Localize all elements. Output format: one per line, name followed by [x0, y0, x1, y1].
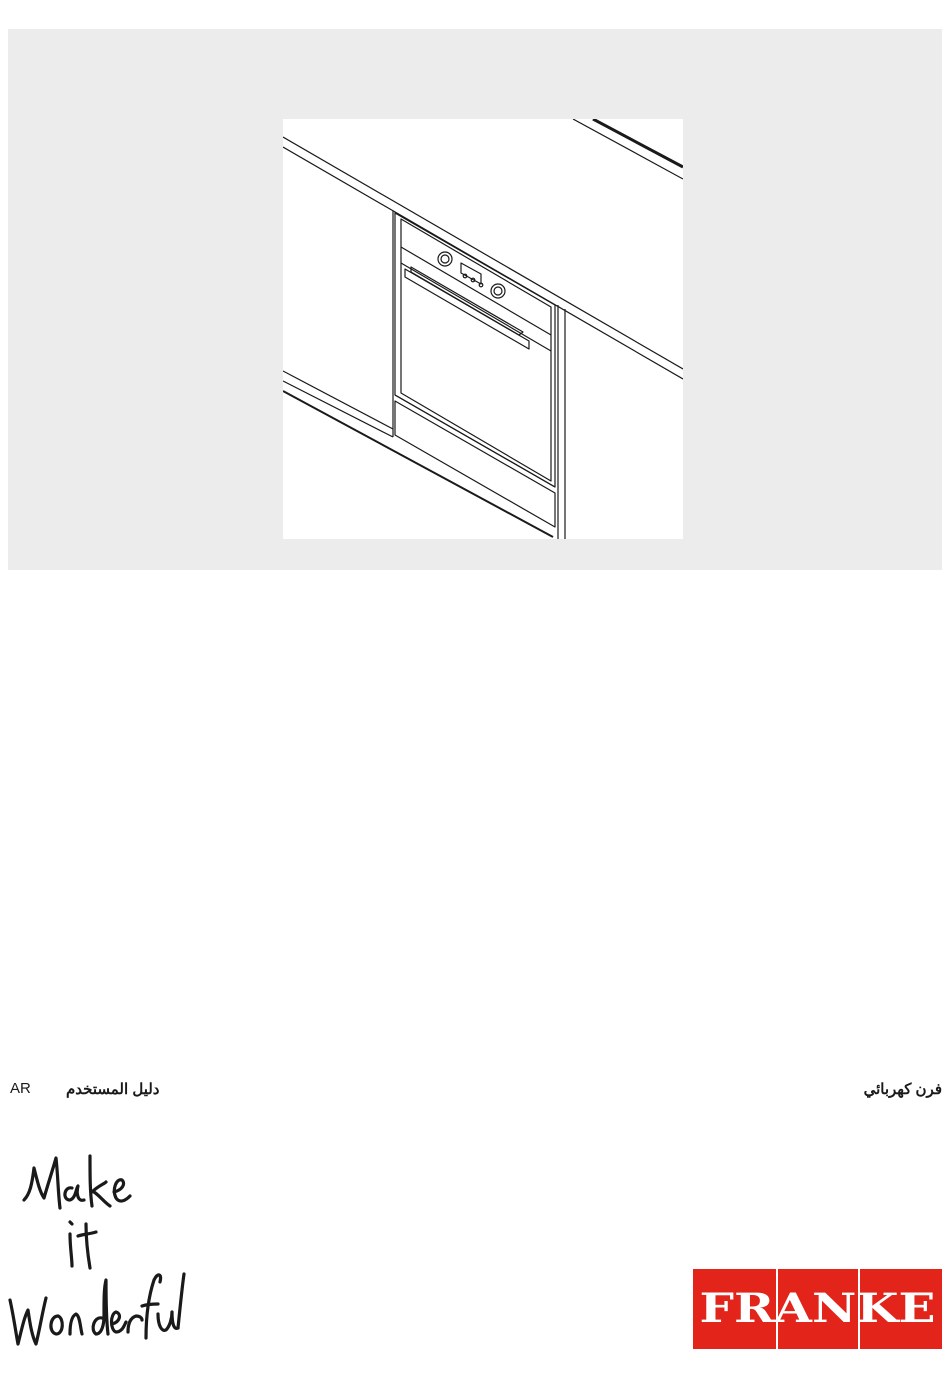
product-name-title: فرن كهربائي — [863, 1081, 942, 1098]
brand-logo-text: FRANKE — [699, 1285, 936, 1332]
franke-logo — [693, 1269, 942, 1349]
manual-type-title: دليل المستخدم — [66, 1081, 160, 1098]
language-code: AR — [10, 1080, 31, 1097]
slogan-handwritten-logo — [6, 1148, 186, 1358]
oven-illustration — [283, 119, 683, 539]
hero-image-panel — [8, 29, 942, 570]
